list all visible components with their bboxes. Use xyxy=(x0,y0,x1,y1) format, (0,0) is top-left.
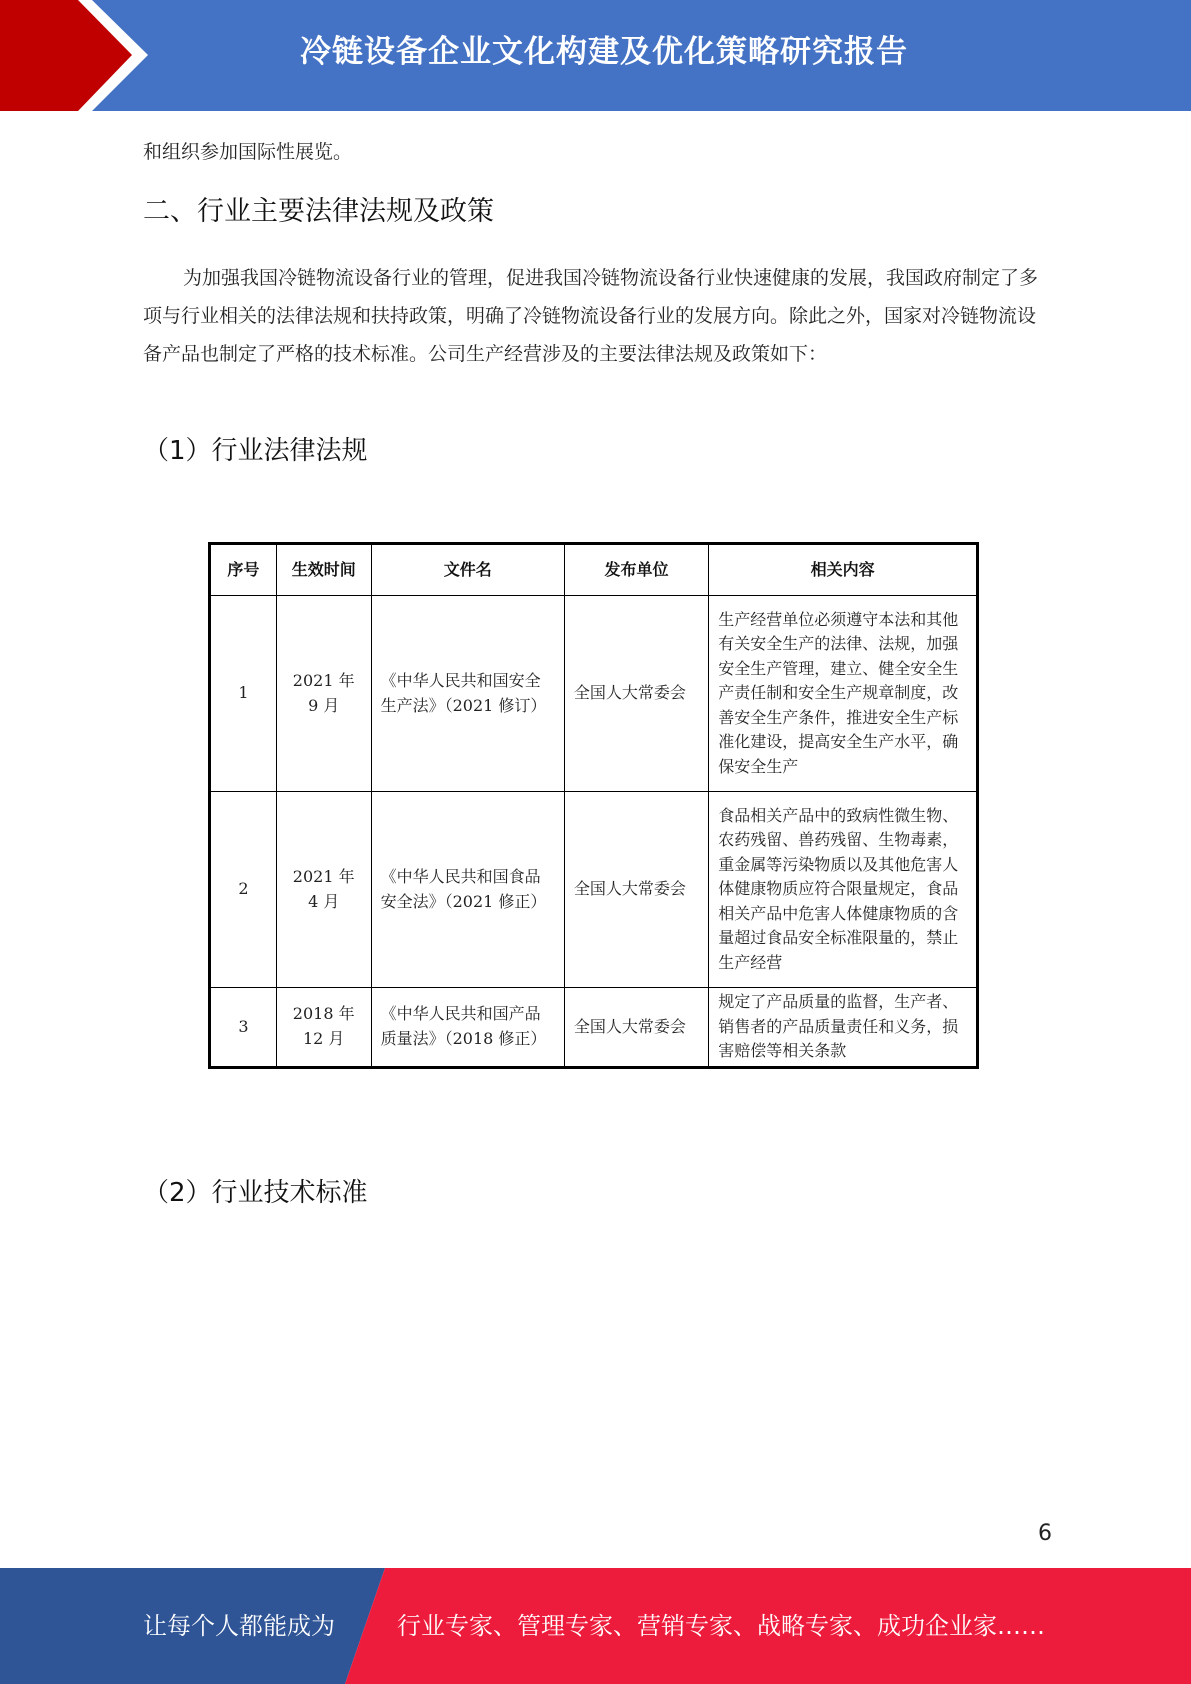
cell-issuer: 全国人大常委会 xyxy=(564,988,708,1068)
table-row xyxy=(210,596,978,792)
report-title: 冷链设备企业文化构建及优化策略研究报告 xyxy=(300,34,908,70)
footer-slogan-left: 让每个人都能成为 xyxy=(143,1612,335,1640)
intro-paragraph: 为加强我国冷链物流设备行业的管理，促进我国冷链物流设备行业快速健康的发展，我国政府制定了多项与行业相关的法律法规和扶持政策，明确了冷链物流设备行业的发展方向。除此之外，国家对冷链物流设备产品也制定了严格的技术标准。公司生产经营涉及的主要法律法规及政策如下： xyxy=(143,267,1039,365)
header-no: 序号 xyxy=(210,544,277,596)
cell-content: 生产经营单位必须遵守本法和其他有关安全生产的法律、法规，加强安全生产管理，建立、健全安全生产责任制和安全生产规章制度，改善安全生产条件，推进安全生产标准化建设，提高安全生产水平，确保安全生产 xyxy=(709,596,978,792)
cell-issuer: 全国人大常委会 xyxy=(564,792,708,988)
cell-no: 1 xyxy=(210,596,277,792)
table-row xyxy=(210,988,978,1068)
page-number: 6 xyxy=(1038,1521,1052,1546)
cell-issuer: 全国人大常委会 xyxy=(564,596,708,792)
footer-slogan-right: 行业专家、管理专家、营销专家、战略专家、成功企业家…… xyxy=(397,1612,1045,1640)
cell-date: 2021 年 9 月 xyxy=(276,596,371,792)
subheading-standards: （2）行业技术标准 xyxy=(143,1178,368,1208)
cell-no: 3 xyxy=(210,988,277,1068)
table-header-row xyxy=(210,544,978,596)
page-header xyxy=(0,0,1191,111)
header-issuer: 发布单位 xyxy=(564,544,708,596)
section-heading: 二、行业主要法律法规及政策 xyxy=(143,196,494,227)
cell-doc: 《中华人民共和国产品质量法》（2018 修正） xyxy=(371,988,564,1068)
table-row xyxy=(210,792,978,988)
cell-doc: 《中华人民共和国安全生产法》（2021 修订） xyxy=(371,596,564,792)
cell-content: 规定了产品质量的监督，生产者、销售者的产品质量责任和义务，损害赔偿等相关条款 xyxy=(709,988,978,1068)
header-chevron-icon xyxy=(0,0,160,111)
cell-content: 食品相关产品中的致病性微生物、农药残留、兽药残留、生物毒素，重金属等污染物质以及其他危害人体健康物质应符合限量规定，食品相关产品中危害人体健康物质的含量超过食品安全标准限量的，禁止生产经营 xyxy=(709,792,978,988)
header-doc: 文件名 xyxy=(371,544,564,596)
header-content: 相关内容 xyxy=(709,544,978,596)
lead-line: 和组织参加国际性展览。 xyxy=(143,141,353,163)
cell-doc: 《中华人民共和国食品安全法》（2021 修正） xyxy=(371,792,564,988)
subheading-laws: （1）行业法律法规 xyxy=(143,436,368,466)
cell-date: 2018 年 12 月 xyxy=(276,988,371,1068)
page-footer xyxy=(0,1568,1191,1684)
cell-no: 2 xyxy=(210,792,277,988)
cell-date: 2021 年 4 月 xyxy=(276,792,371,988)
header-date: 生效时间 xyxy=(276,544,371,596)
laws-table xyxy=(208,542,979,1069)
